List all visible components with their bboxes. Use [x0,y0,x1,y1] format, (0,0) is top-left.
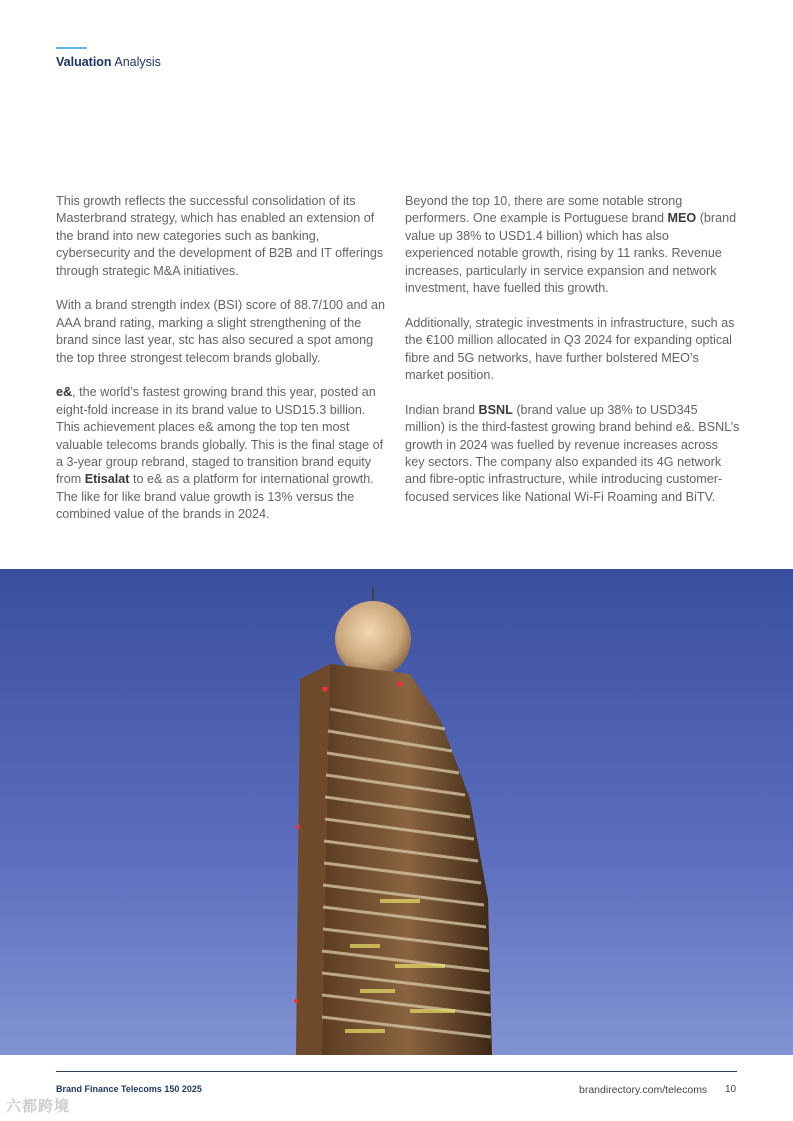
etisalat-tower-photo [0,569,793,1055]
right-paragraph-3-text-b: (brand value up 38% to USD345 million) is the third-fastest growing brand behind e&. BSNL’s growth in 2024 was fuelled by revenue increases across key sectors. The company also expanded its 4G network and fibre-optic infrastructure, while introducing customer-focused services like National Wi-Fi Roaming and BiTV. [405,402,740,504]
left-paragraph-1: This growth reflects the successful consolidation of its Masterbrand strategy, which has enabled an extension of the brand into new categories such as banking, cybersecurity and the development of B2B and IT offerings through strategic M&A initiatives. [56,194,384,278]
page-number: 10 [725,1084,737,1095]
footer-website-link[interactable]: brandirectory.com/telecoms [579,1084,708,1096]
section-title-rest: Analysis [111,55,161,69]
left-paragraph-2: With a brand strength index (BSI) score of 88.7/100 and an AAA brand rating, marking a slight strengthening of the brand since last year, stc has also secured a spot among the top three strongest telecom brands globally. [56,298,386,365]
right-paragraph-1-text-a: Beyond the top 10, there are some notable strong performers. One example is Portuguese brand [405,194,683,226]
brand-e-and: e& [56,385,73,400]
section-title [56,55,161,69]
footer-publication-title: Brand Finance Telecoms 150 2025 [56,1084,202,1094]
left-text-column [56,193,391,541]
right-paragraph-1-text-b: (brand value up 38% to USD1.4 billion) which has also experienced notable growth, rising by 11 ranks. Revenue increases, particularly in service expansion and network investment, have fuelled this growth. [405,211,737,296]
right-paragraph-3 [405,402,740,506]
footer-rule [56,1071,737,1072]
right-paragraph-3-text-a: Indian brand [405,402,479,417]
left-paragraph-3-text-a: , the world’s fastest growing brand this year, posted an eight-fold increase in its brand value to USD15.3 billion. This achievement places e& among the top ten most valuable telecoms brands globally. This is the final stage of a 3-year group rebrand, staged to transition brand equity from [56,385,384,487]
right-text-column [405,193,740,524]
left-paragraph-3-text-b: to e& as a platform for international growth. The like for like brand value growth is 13% versus the combined value of the brands in 2024. [56,472,374,522]
section-title-bold: Valuation [56,55,112,69]
brand-bsnl: BSNL [478,402,513,417]
brand-etisalat: Etisalat [84,472,130,487]
watermark-logo: 六都跨境 [6,1098,71,1115]
brand-meo: MEO [667,211,697,226]
header-accent-rule [56,47,87,49]
right-paragraph-1 [405,193,740,297]
left-paragraph-3 [56,384,391,523]
right-paragraph-2: Additionally, strategic investments in infrastructure, such as the €100 million allocated in Q3 2024 for expanding optical fibre and 5G networks, have further bolstered MEO’s market position. [405,315,735,383]
